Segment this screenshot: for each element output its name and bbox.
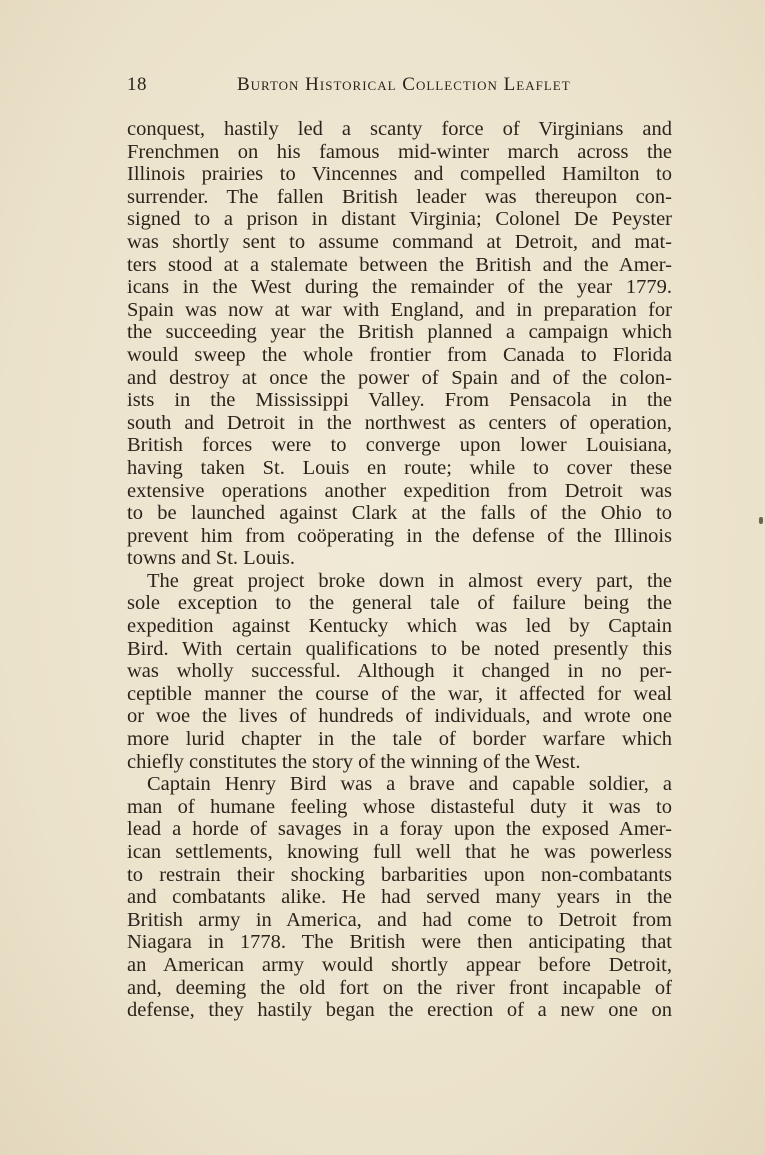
paragraph <box>127 570 672 773</box>
text-line: and combatants alike. He had served many years in the <box>127 886 672 909</box>
text-line: extensive operations another expedition from Detroit was <box>127 479 672 502</box>
text-line: expedition against Kentucky which was led by Captain <box>127 615 672 638</box>
text-line: ceptible manner the course of the war, it affected for weal <box>127 682 672 705</box>
text-line: Frenchmen on his famous mid-winter march across the <box>127 140 672 163</box>
text-line: or woe the lives of hundreds of individuals, and wrote one <box>127 705 672 728</box>
text-line: British army in America, and had come to Detroit from <box>127 908 672 931</box>
text-line: ican settlements, knowing full well that he was powerless <box>127 841 672 863</box>
text-line: ters stood at a stalemate between the British and the Amer- <box>127 253 672 276</box>
text-line: Bird. With certain qualifications to be noted presently this <box>127 637 672 660</box>
text-line: signed to a prison in distant Virginia; Colonel De Peyster <box>127 208 672 231</box>
text-line: man of humane feeling whose distasteful duty it was to <box>127 795 672 818</box>
text-line: ists in the Mississippi Valley. From Pensacola in the <box>127 389 672 412</box>
text-line: and destroy at once the power of Spain and of the colon- <box>127 366 672 389</box>
text-line: was wholly successful. Although it changed in no per- <box>127 660 672 683</box>
text-line: prevent him from coöperating in the defense of the Illinois <box>127 524 672 547</box>
text-line: The great project broke down in almost every part, the <box>147 569 672 592</box>
page-header <box>127 74 672 104</box>
text-line: lead a horde of savages in a foray upon the exposed Amer- <box>127 818 672 841</box>
text-line: would sweep the whole frontier from Canada to Florida <box>127 343 672 366</box>
text-line: more lurid chapter in the tale of border warfare which <box>127 728 672 751</box>
text-line: British forces were to converge upon lower Louisiana, <box>127 434 672 457</box>
text-line: icans in the West during the remainder of the year 1779. <box>127 276 672 299</box>
text-line: Niagara in 1778. The British were then anticipating that <box>127 931 672 954</box>
text-line: Captain Henry Bird was a brave and capable soldier, a <box>147 773 672 796</box>
text-line: conquest, hastily led a scanty force of Virginians and <box>127 118 672 140</box>
running-title: Burton Historical Collection Leaflet <box>237 74 571 95</box>
text-line: was shortly sent to assume command at Detroit, and mat- <box>127 230 672 253</box>
page-number: 18 <box>127 74 147 95</box>
text-line: chiefly constitutes the story of the winning of the West. <box>127 750 581 773</box>
paper-speck <box>759 517 763 524</box>
text-line: south and Detroit in the northwest as centers of operation, <box>127 411 672 434</box>
paragraph <box>127 773 672 1022</box>
text-line: having taken St. Louis en route; while to cover these <box>127 456 672 479</box>
text-line: defense, they hastily began the erection of a new one on <box>127 999 672 1022</box>
text-line: to be launched against Clark at the falls of the Ohio to <box>127 502 672 525</box>
text-line: Illinois prairies to Vincennes and compelled Hamilton to <box>127 163 672 186</box>
body-text <box>127 118 672 1022</box>
text-line: surrender. The fallen British leader was thereupon con- <box>127 185 672 208</box>
text-line: Spain was now at war with England, and in preparation for <box>127 298 672 321</box>
text-line: towns and St. Louis. <box>127 547 295 570</box>
text-line: an American army would shortly appear before Detroit, <box>127 953 672 976</box>
paragraph <box>127 118 672 570</box>
text-line: to restrain their shocking barbarities upon non-combatants <box>127 863 672 886</box>
text-line: and, deeming the old fort on the river front incapable of <box>127 976 672 999</box>
text-line: the succeeding year the British planned a campaign which <box>127 321 672 344</box>
text-line: sole exception to the general tale of failure being the <box>127 592 672 615</box>
